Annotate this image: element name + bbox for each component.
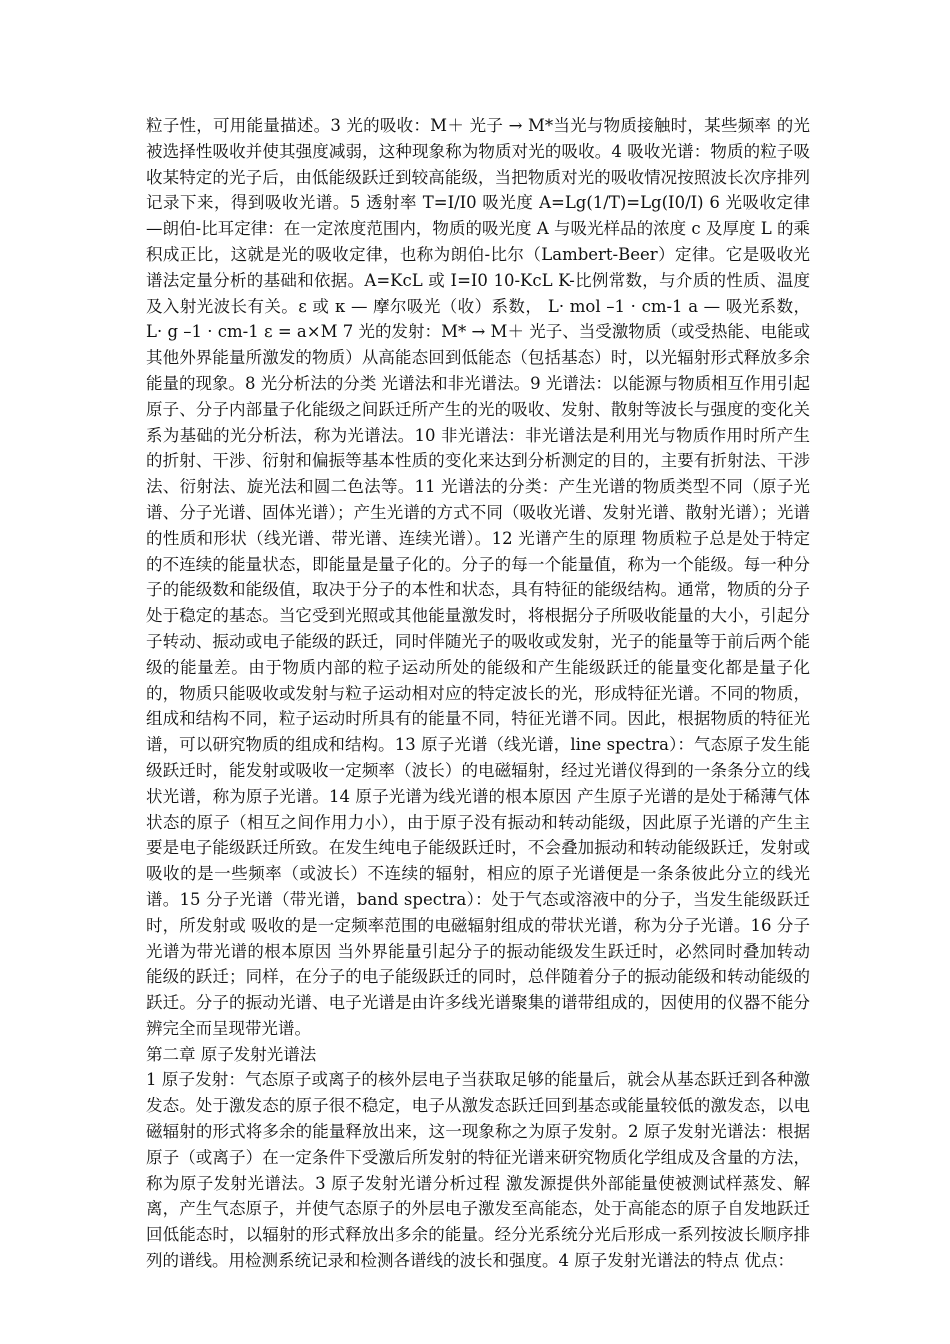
section-1-paragraph: 粒子性，可用能量描述。3 光的吸收：M＋ 光子 → M*当光与物质接触时，某些频率 的光被选择性吸收并使其强度减弱，这种现象称为物质对光的吸收。4 吸收光谱：物质的粒子吸收某特定的光子后，由低能级跃迁到较高能级，当把物质对光的吸收情况按照波长次序排列记录下来，得到吸收光谱。5 透射率 T=I/I0 吸光度 A=Lg(1/T)=Lg(I0/I) 6 光吸收定律—朗伯-比耳定律：在一定浓度范围内，物质的吸光度 A 与吸光样品的浓度 c 及厚度 L 的乘积成正比，这就是光的吸收定律，也称为朗伯-比尔（Lambert-Beer）定律。它是吸收光谱法定量分析的基础和依据。A=KcL 或 I=I0 10-KcL K-比例常数，与介质的性质、温度及入射光波长有关。ε 或 κ — 摩尔吸光（收）系数， L· mol –1 · cm-1 a — 吸光系数， L· g –1 · cm-1 ε = a×M 7 光的发射：M* → M＋ 光子、当受激物质（或受热能、电能或其他外界能量所激发的物质）从高能态回到低能态（包括基态）时，以光辐射形式释放多余能量的现象。8 光分析法的分类 光谱法和非光谱法。9 光谱法：以能源与物质相互作用引起原子、分子内部量子化能级之间跃迁所产生的光的吸收、发射、散射等波长与强度的变化关系为基础的光分析法，称为光谱法。10 非光谱法：非光谱法是利用光与物质作用时所产生的折射、干涉、衍射和偏振等基本性质的变化来达到分析测定的目的，主要有折射法、干涉法、衍射法、旋光法和圆二色法等。11 光谱法的分类：产生光谱的物质类型不同（原子光谱、分子光谱、固体光谱）；产生光谱的方式不同（吸收光谱、发射光谱、散射光谱）；光谱的性质和形状（线光谱、带光谱、连续光谱）。12 光谱产生的原理 物质粒子总是处于特定的不连续的能量状态，即能量是量子化的。分子的每一个能量值，称为一个能级。每一种分子的能级数和能级值，取决于分子的本性和状态，具有特征的能级结构。通常，物质的分子处于稳定的基态。当它受到光照或其他能量激发时，将根据分子所吸收能量的大小，引起分子转动、振动或电子能级的跃迁，同时伴随光子的吸收或发射，光子的能量等于前后两个能级的能量差。由于物质内部的粒子运动所处的能级和产生能级跃迁的能量变化都是量子化的，物质只能吸收或发射与粒子运动相对应的特定波长的光，形成特征光谱。不同的物质，组成和结构不同，粒子运动时所具有的能量不同，特征光谱不同。因此，根据物质的特征光谱，可以研究物质的组成和结构。13 原子光谱（线光谱，line spectra）：气态原子发生能级跃迁时，能发射或吸收一定频率（波长）的电磁辐射，经过光谱仪得到的一条条分立的线状光谱，称为原子光谱。14 原子光谱为线光谱的根本原因 产生原子光谱的是处于稀薄气体状态的原子（相互之间作用力小），由于原子没有振动和转动能级，因此原子光谱的产生主要是电子能级跃迁所致。在发生纯电子能级跃迁时，不会叠加振动和转动能级跃迁，发射或吸收的是一些频率（或波长）不连续的辐射，相应的原子光谱便是一条条彼此分立的线光谱。15 分子光谱（带光谱，band spectra）：处于气态或溶液中的分子，当发生能级跃迁时，所发射或 吸收的是一定频率范围的电磁辐射组成的带状光谱，称为分子光谱。16 分子光谱为带光谱的根本原因 当外界能量引起分子的振动能级发生跃迁时，必然同时叠加转动能级的跃迁；同样，在分子的电子能级跃迁的同时，总伴随着分子的振动能级和转动能级的跃迁。分子的振动光谱、电子光谱是由许多线光谱聚集的谱带组成的，因使用的仪器不能分辨完全而呈现带光谱。 <box>146 116 810 1038</box>
document-page <box>146 113 810 1274</box>
chapter-2-heading: 第二章 原子发射光谱法 <box>146 1044 317 1064</box>
chapter-2-paragraph: 1 原子发射：气态原子或离子的核外层电子当获取足够的能量后，就会从基态跃迁到各种激发态。处于激发态的原子很不稳定，电子从激发态跃迁回到基态或能量较低的激发态，以电磁辐射的形式将多余的能量释放出来，这一现象称之为原子发射。2 原子发射光谱法：根据原子（或离子）在一定条件下受激后所发射的特征光谱来研究物质化学组成及含量的方法，称为原子发射光谱法。3 原子发射光谱分析过程 激发源提供外部能量使被测试样蒸发、解离，产生气态原子，并使气态原子的外层电子激发至高能态，处于高能态的原子自发地跃迁回低能态时，以辐射的形式释放出多余的能量。经分光系统分光后形成一系列按波长顺序排列的谱线。用检测系统记录和检测各谱线的波长和强度。4 原子发射光谱法的特点 优点： <box>146 1070 810 1271</box>
